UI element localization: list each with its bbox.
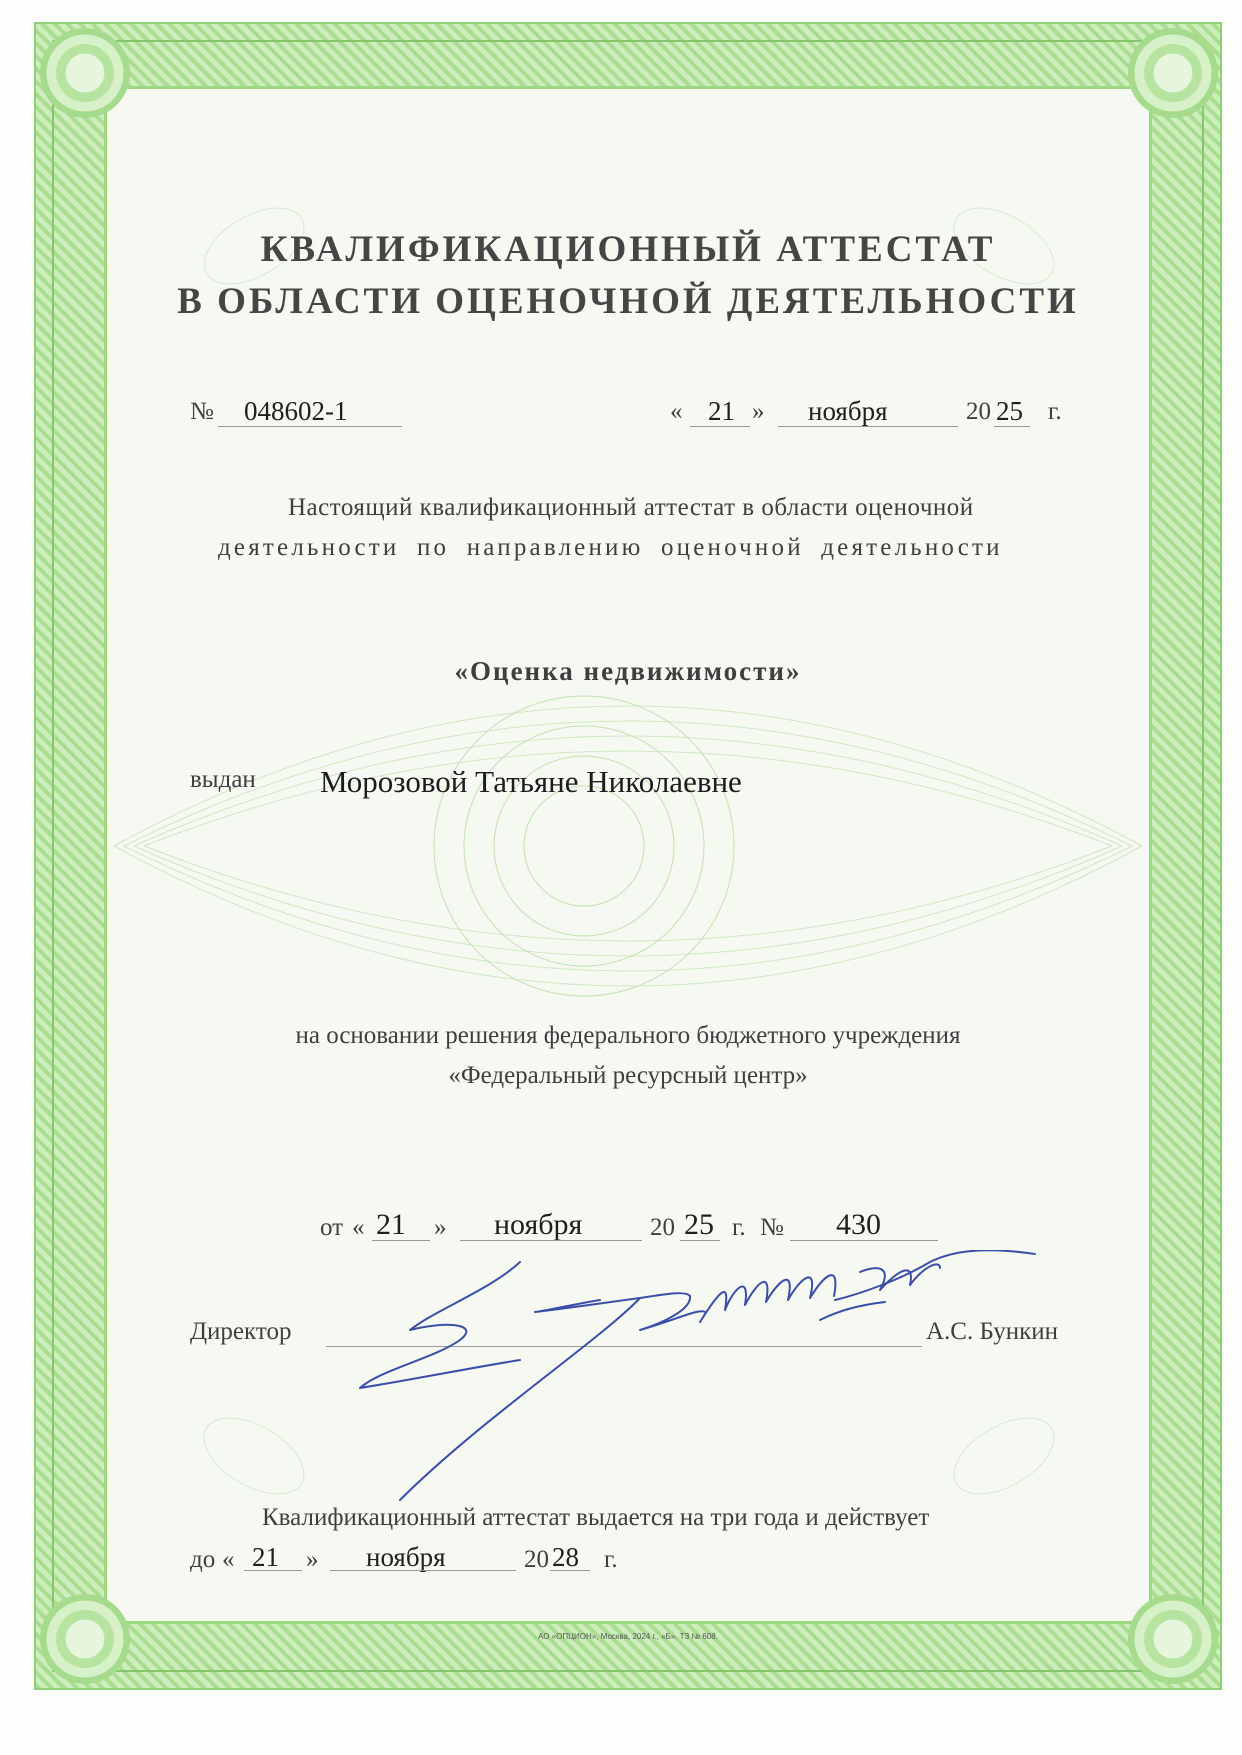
title-line-1: КВАЛИФИКАЦИОННЫЙ АТТЕСТАТ [260, 229, 996, 270]
validity-day: 21 [252, 1542, 279, 1572]
validity-day-underline [244, 1570, 302, 1571]
validity-text: Квалификационный аттестат выдается на три года и действует [262, 1504, 930, 1531]
decision-year-unit: г. [732, 1214, 746, 1241]
date-day: 21 [708, 396, 735, 426]
decision-month-underline [460, 1240, 642, 1241]
date-year-prefix: 20 [966, 398, 991, 425]
decision-year-prefix: 20 [650, 1214, 675, 1241]
basis-line-1: на основании решения федерального бюджетного учреждения [295, 1022, 961, 1049]
handwritten-signature [340, 1250, 1060, 1520]
validity-year-suffix: 28 [552, 1542, 579, 1572]
validity-year-underline [550, 1570, 590, 1571]
decision-number-prefix: № [760, 1214, 784, 1241]
decision-year-suffix: 25 [684, 1208, 714, 1241]
date-month: ноября [808, 396, 888, 426]
year-underline [994, 426, 1030, 427]
assessment-direction: «Оценка недвижимости» [454, 656, 802, 686]
date-quote-open: « [670, 398, 683, 425]
number-prefix: № [190, 398, 214, 425]
basis-line-2: «Федеральный ресурсный центр» [448, 1062, 808, 1089]
decision-number: 430 [836, 1208, 881, 1241]
validity-year-unit: г. [604, 1546, 618, 1573]
validity-until-label: до [190, 1546, 216, 1573]
signer-role: Директор [190, 1318, 292, 1345]
decision-quote-open: « [352, 1214, 365, 1241]
month-underline [778, 426, 958, 427]
validity-quote-close: » [306, 1546, 319, 1573]
validity-month-underline [330, 1570, 516, 1571]
decision-number-underline [790, 1240, 938, 1241]
decision-month: ноября [494, 1208, 583, 1241]
number-underline [218, 426, 402, 427]
intro-line-2: деятельности по направлению оценочной деятельности [218, 534, 1003, 561]
holder-name: Морозовой Татьяне Николаевне [320, 764, 742, 799]
validity-quote-open: « [222, 1546, 235, 1573]
signer-name: А.С. Бункин [926, 1318, 1058, 1345]
printer-imprint: АО «ОПЦИОН», Москва, 2024 г., «Б». ТЗ № 608. [538, 1632, 718, 1641]
decision-day-underline [372, 1240, 430, 1241]
issued-label: выдан [190, 766, 256, 793]
intro-line-1: Настоящий квалификационный аттестат в области оценочной [288, 494, 974, 521]
day-underline [690, 426, 750, 427]
decision-quote-close: » [434, 1214, 447, 1241]
validity-year-prefix: 20 [524, 1546, 549, 1573]
validity-month: ноября [366, 1542, 446, 1572]
date-quote-close: » [752, 398, 765, 425]
certificate-number: 048602-1 [244, 396, 348, 426]
title-line-2: В ОБЛАСТИ ОЦЕНОЧНОЙ ДЕЯТЕЛЬНОСТИ [177, 281, 1079, 322]
decision-year-underline [680, 1240, 720, 1241]
date-year-unit: г. [1048, 398, 1062, 425]
decision-from-label: от [320, 1214, 344, 1241]
date-year-suffix: 25 [996, 396, 1023, 426]
decision-day: 21 [376, 1208, 406, 1241]
